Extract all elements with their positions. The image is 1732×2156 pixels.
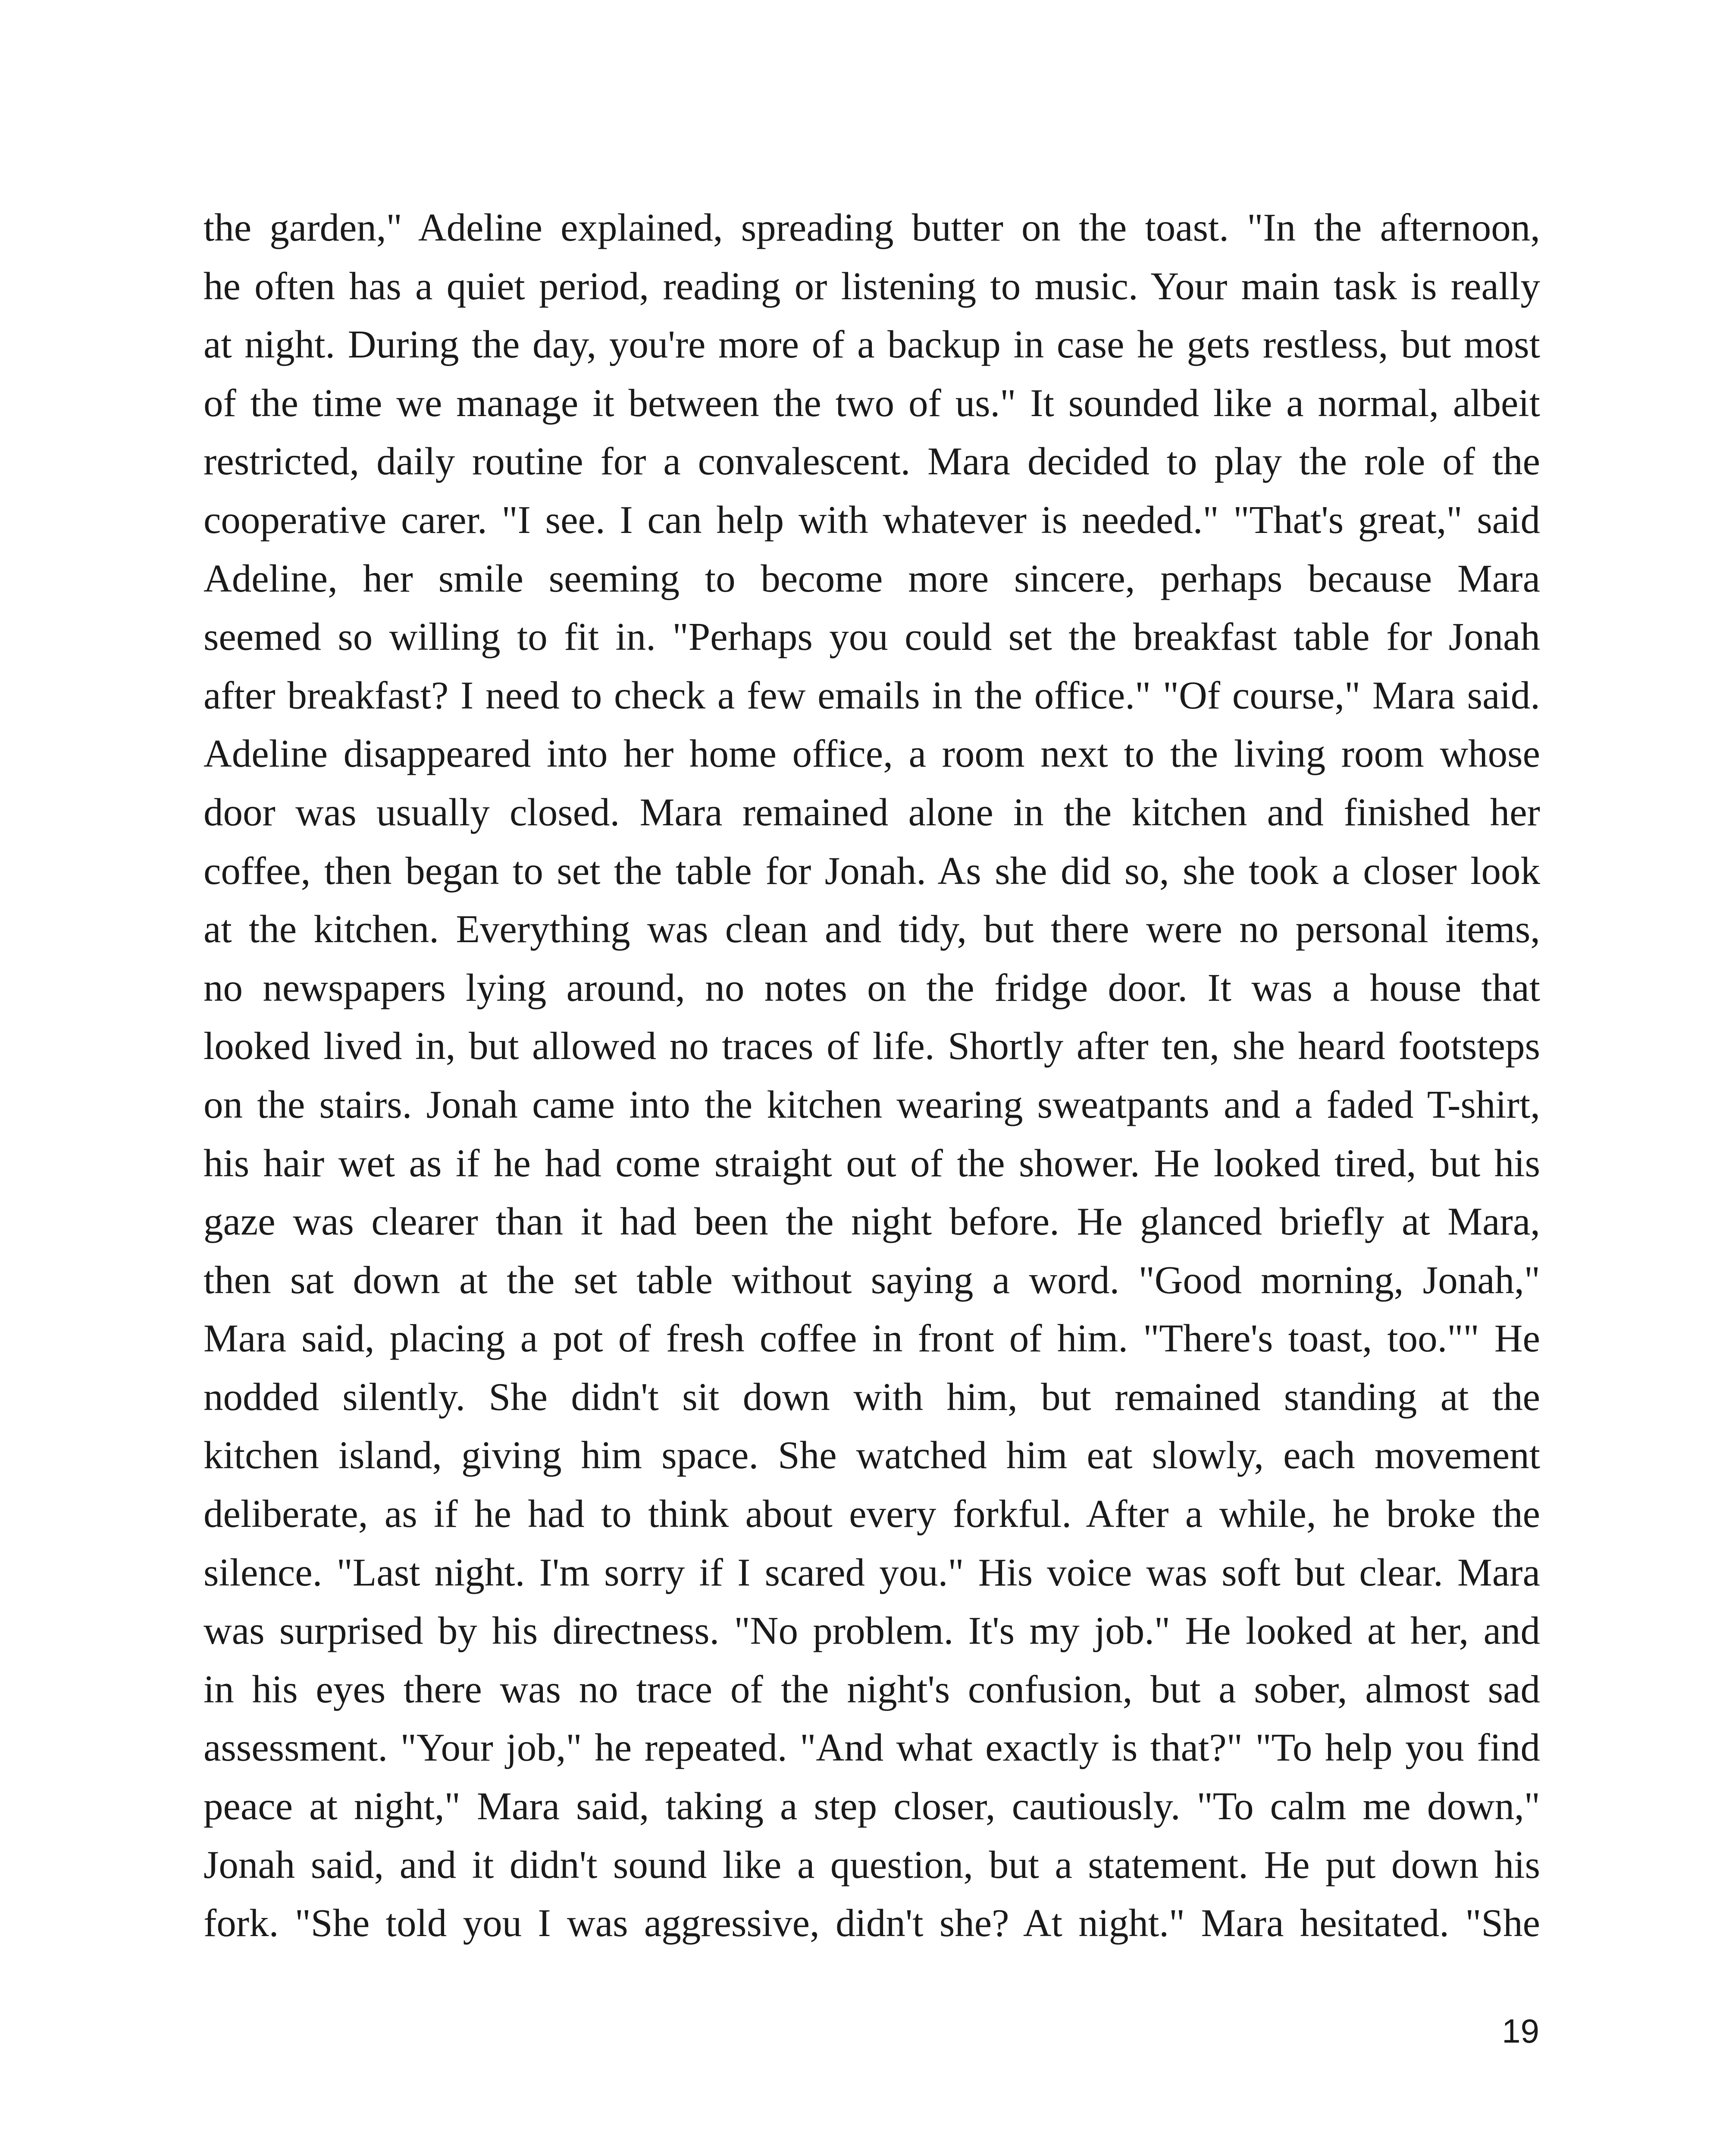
text-line: he often has a quiet period, reading or listening to music. Your main task is really	[204, 264, 1540, 308]
text-line: no newspapers lying around, no notes on the fridge door. It was a house that	[204, 965, 1540, 1009]
text-line: seemed so willing to fit in. "Perhaps you could set the breakfast table for Jonah	[204, 615, 1540, 659]
text-line: Mara said, placing a pot of fresh coffee in front of him. "There's toast, too."" He	[204, 1316, 1540, 1360]
text-line: fork. "She told you I was aggressive, didn't she? At night." Mara hesitated. "She	[204, 1901, 1540, 1945]
text-line: then sat down at the set table without saying a word. "Good morning, Jonah,"	[204, 1258, 1540, 1302]
text-line: deliberate, as if he had to think about every forkful. After a while, he broke the	[204, 1492, 1540, 1536]
text-line: Adeline, her smile seeming to become more sincere, perhaps because Mara	[204, 556, 1540, 600]
text-line: Jonah said, and it didn't sound like a question, but a statement. He put down his	[204, 1843, 1540, 1887]
text-line: of the time we manage it between the two of us." It sounded like a normal, albeit	[204, 381, 1540, 425]
text-line: his hair wet as if he had come straight out of the shower. He looked tired, but his	[204, 1141, 1540, 1185]
text-line: assessment. "Your job," he repeated. "And what exactly is that?" "To help you find	[204, 1726, 1540, 1770]
text-line: was surprised by his directness. "No problem. It's my job." He looked at her, and	[204, 1609, 1540, 1653]
text-line: on the stairs. Jonah came into the kitchen wearing sweatpants and a faded T-shirt,	[204, 1082, 1540, 1126]
text-line: in his eyes there was no trace of the night's confusion, but a sober, almost sad	[204, 1667, 1540, 1711]
text-line: at the kitchen. Everything was clean and tidy, but there were no personal items,	[204, 907, 1540, 951]
text-line: restricted, daily routine for a convalescent. Mara decided to play the role of the	[204, 439, 1540, 483]
text-line: peace at night," Mara said, taking a step closer, cautiously. "To calm me down,"	[204, 1784, 1540, 1828]
text-line: looked lived in, but allowed no traces of life. Shortly after ten, she heard footsteps	[204, 1024, 1540, 1068]
text-line: silence. "Last night. I'm sorry if I scared you." His voice was soft but clear. Mara	[204, 1550, 1540, 1594]
text-line: cooperative carer. "I see. I can help with whatever is needed." "That's great," said	[204, 498, 1540, 542]
text-line: gaze was clearer than it had been the night before. He glanced briefly at Mara,	[204, 1200, 1540, 1244]
text-line: coffee, then began to set the table for Jonah. As she did so, she took a closer look	[204, 849, 1540, 893]
text-line: Adeline disappeared into her home office, a room next to the living room whose	[204, 732, 1540, 776]
text-line: after breakfast? I need to check a few emails in the office." "Of course," Mara said.	[204, 673, 1540, 717]
text-line: nodded silently. She didn't sit down with him, but remained standing at the	[204, 1375, 1540, 1419]
text-line: kitchen island, giving him space. She watched him eat slowly, each movement	[204, 1433, 1540, 1477]
body-text	[204, 198, 1540, 1952]
page-number: 19	[1502, 2012, 1539, 2050]
text-line: door was usually closed. Mara remained alone in the kitchen and finished her	[204, 790, 1540, 834]
text-line: the garden," Adeline explained, spreading butter on the toast. "In the afternoon,	[204, 206, 1540, 249]
text-line: at night. During the day, you're more of a backup in case he gets restless, but most	[204, 323, 1540, 367]
